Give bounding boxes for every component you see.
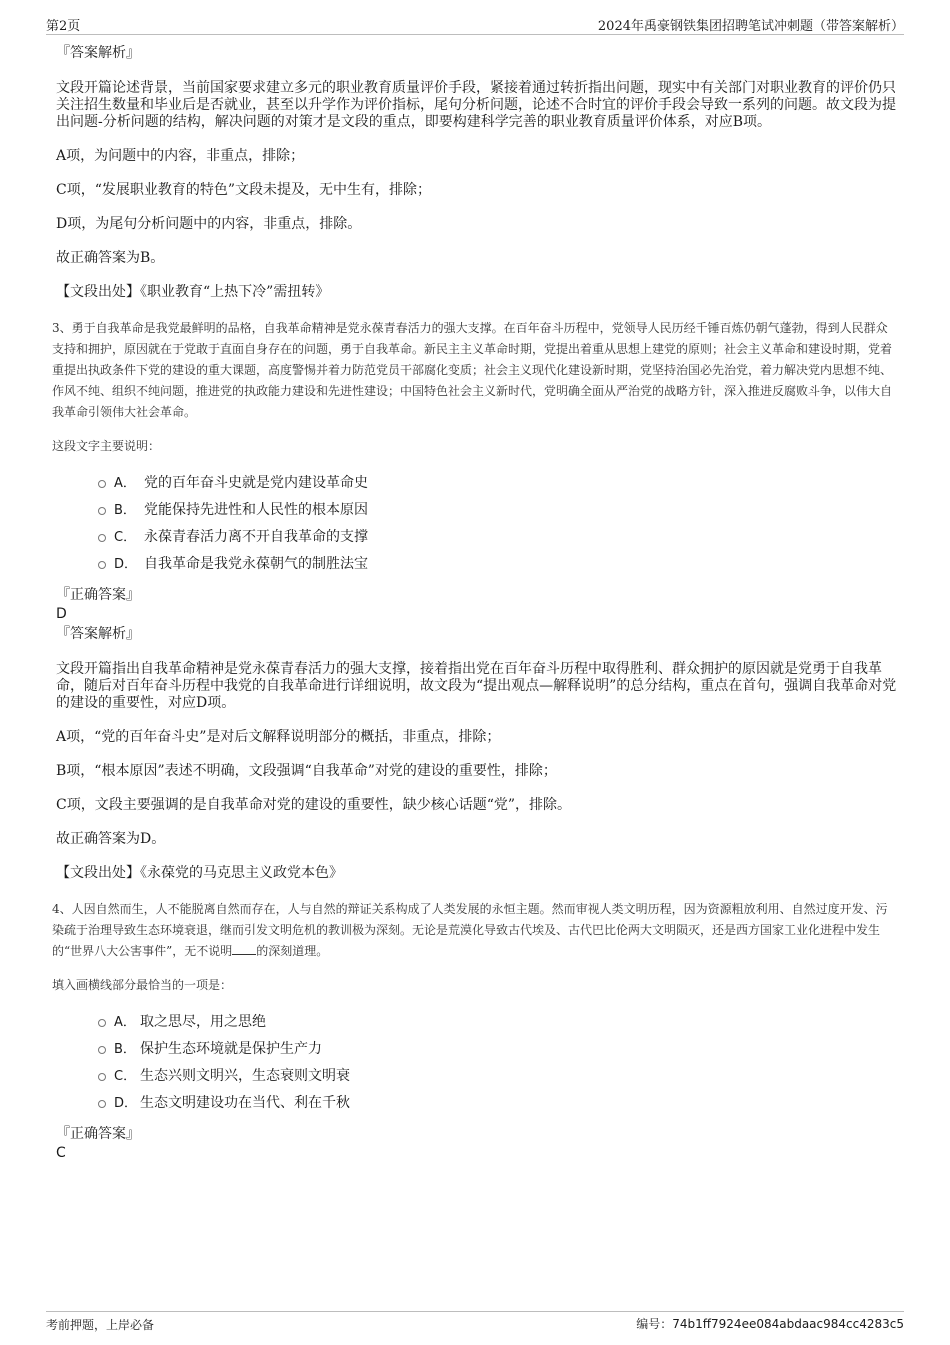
- option-letter: A．: [114, 476, 136, 491]
- document-code: 编号：74b1ff7924ee084abdaac984cc4283c5: [636, 1317, 904, 1331]
- answer-analysis-label: 『答案解析』: [56, 45, 140, 61]
- answer-analysis-text: 文段开篇论述背景，当前国家要求建立多元的职业教育质量评价手段，紧接着通过转折指出问题，现实中有关部门对职业教育的评价仍只关注招生数量和毕业后是否就业，甚至以升学作为评价指标，尾句分析问题，论述不合时宜的评价手段会导致一系列的问题。故文段为提出问题-分析问题的结构，解决问题的对策才是文段的重点，即要构建科学完善的职业教育质量评价体系，对应B项。: [56, 80, 896, 130]
- option-letter: A．: [114, 1015, 136, 1030]
- option-a-explanation: A项，“党的百年奋斗史”是对后文解释说明部分的概括，非重点，排除；: [56, 729, 501, 745]
- question-4-stem: [52, 899, 898, 962]
- question-3-options: [98, 470, 898, 578]
- option-a[interactable]: [98, 470, 898, 497]
- stem-text-end: 的深刻道理。: [256, 944, 329, 958]
- conclusion: 故正确答案为B。: [56, 250, 165, 266]
- option-b[interactable]: [98, 1036, 898, 1063]
- option-d[interactable]: [98, 1090, 898, 1117]
- option-text: 保护生态环境就是保护生产力: [140, 1041, 322, 1057]
- question-3-stem: 3、勇于自我革命是我党最鲜明的品格，自我革命精神是党永葆青春活力的强大支撑。在百年奋斗历程中，党领导人民历经千锤百炼仍朝气蓬勃，得到人民群众支持和拥护，原因就在于党敢于直面自身存在的问题，勇于自我革命。新民主主义革命时期，党提出着重从思想上建党的原则；社会主义革命和建设时期，党着重提出执政条件下党的建设的重大课题，高度警惕并着力防范党员干部腐化变质；社会主义现代化建设新时期，党坚持治国必先治党，着力解决党内思想不纯、作风不纯、组织不纯问题，推进党的执政能力建设和先进性建设；中国特色社会主义新时代，党明确全面从严治党的战略方针，深入推进反腐败斗争，以伟大自我革命引领伟大社会革命。: [52, 321, 893, 419]
- option-c-explanation: C项，文段主要强调的是自我革命对党的建设的重要性，缺少核心话题“党”，排除。: [56, 797, 572, 813]
- answer-analysis-label: 『答案解析』: [56, 626, 140, 642]
- question-3-prompt: 这段文字主要说明：: [52, 439, 161, 453]
- correct-answer: D: [56, 606, 67, 622]
- page-number: 第2页: [46, 19, 81, 34]
- radio-icon[interactable]: [98, 507, 106, 515]
- option-letter: C．: [114, 1069, 137, 1084]
- page-header: [46, 12, 904, 35]
- stem-text: 4、人因自然而生，人不能脱离自然而存在，人与自然的辩证关系构成了人类发展的永恒主题。然而审视人类文明历程，因为资源粗放利用、自然过度开发、污染疏于治理导致生态环境衰退，继而引发文明危机的教训极为深刻。无论是荒漠化导致古代埃及、古代巴比伦两大文明陨灭，还是西方国家工业化进程中发生的“世界八大公害事件”，无不说明: [52, 902, 888, 958]
- radio-icon[interactable]: [98, 1019, 106, 1027]
- question-4-prompt: 填入画横线部分最恰当的一项是：: [52, 978, 233, 992]
- question-4-options: [98, 1009, 898, 1117]
- option-letter: B．: [114, 503, 136, 518]
- option-text: 自我革命是我党永葆朝气的制胜法宝: [144, 556, 368, 572]
- radio-icon[interactable]: [98, 480, 106, 488]
- passage-source: 【文段出处】《永葆党的马克思主义政党本色》: [56, 865, 343, 881]
- option-text: 生态文明建设功在当代、利在千秋: [140, 1095, 350, 1111]
- fill-in-blank: [232, 944, 256, 955]
- option-d-explanation: D项，为尾句分析问题中的内容，非重点，排除。: [56, 216, 362, 232]
- footer-slogan: 考前押题，上岸必备: [46, 1318, 155, 1332]
- radio-icon[interactable]: [98, 1073, 106, 1081]
- correct-answer: C: [56, 1145, 66, 1161]
- option-b[interactable]: [98, 497, 898, 524]
- option-text: 生态兴则文明兴，生态衰则文明衰: [140, 1068, 350, 1084]
- option-a[interactable]: [98, 1009, 898, 1036]
- option-a-explanation: A项，为问题中的内容，非重点，排除；: [56, 148, 305, 164]
- answer-analysis-text: 文段开篇指出自我革命精神是党永葆青春活力的强大支撑，接着指出党在百年奋斗历程中取得胜利、群众拥护的原因就是党勇于自我革命，随后对百年奋斗历程中我党的自我革命进行详细说明，故文段为“提出观点—解释说明”的总分结构，重点在首句，强调自我革命对党的建设的重要性，对应D项。: [56, 661, 897, 711]
- option-b-explanation: B项，“根本原因”表述不明确，文段强调“自我革命”对党的建设的重要性，排除；: [56, 763, 557, 779]
- option-text: 永葆青春活力离不开自我革命的支撑: [144, 529, 368, 545]
- radio-icon[interactable]: [98, 561, 106, 569]
- page-footer: [46, 1311, 904, 1336]
- correct-answer-label: 『正确答案』: [56, 587, 140, 603]
- radio-icon[interactable]: [98, 534, 106, 542]
- document-title: 2024年禹豪钢铁集团招聘笔试冲刺题（带答案解析）: [597, 19, 904, 34]
- option-text: 党的百年奋斗史就是党内建设革命史: [144, 475, 368, 491]
- option-text: 党能保持先进性和人民性的根本原因: [144, 502, 368, 518]
- option-c-explanation: C项，“发展职业教育的特色”文段未提及，无中生有，排除；: [56, 182, 432, 198]
- passage-source: 【文段出处】《职业教育“上热下冷”需扭转》: [56, 284, 330, 300]
- option-letter: D．: [114, 1096, 138, 1111]
- radio-icon[interactable]: [98, 1100, 106, 1108]
- page-content: [52, 43, 898, 1163]
- option-letter: D．: [114, 557, 138, 572]
- conclusion: 故正确答案为D。: [56, 831, 166, 847]
- option-c[interactable]: [98, 1063, 898, 1090]
- option-letter: B．: [114, 1042, 136, 1057]
- option-text: 取之思尽，用之思绝: [140, 1014, 266, 1030]
- option-letter: C．: [114, 530, 137, 545]
- correct-answer-label: 『正确答案』: [56, 1126, 140, 1142]
- radio-icon[interactable]: [98, 1046, 106, 1054]
- option-d[interactable]: [98, 551, 898, 578]
- option-c[interactable]: [98, 524, 898, 551]
